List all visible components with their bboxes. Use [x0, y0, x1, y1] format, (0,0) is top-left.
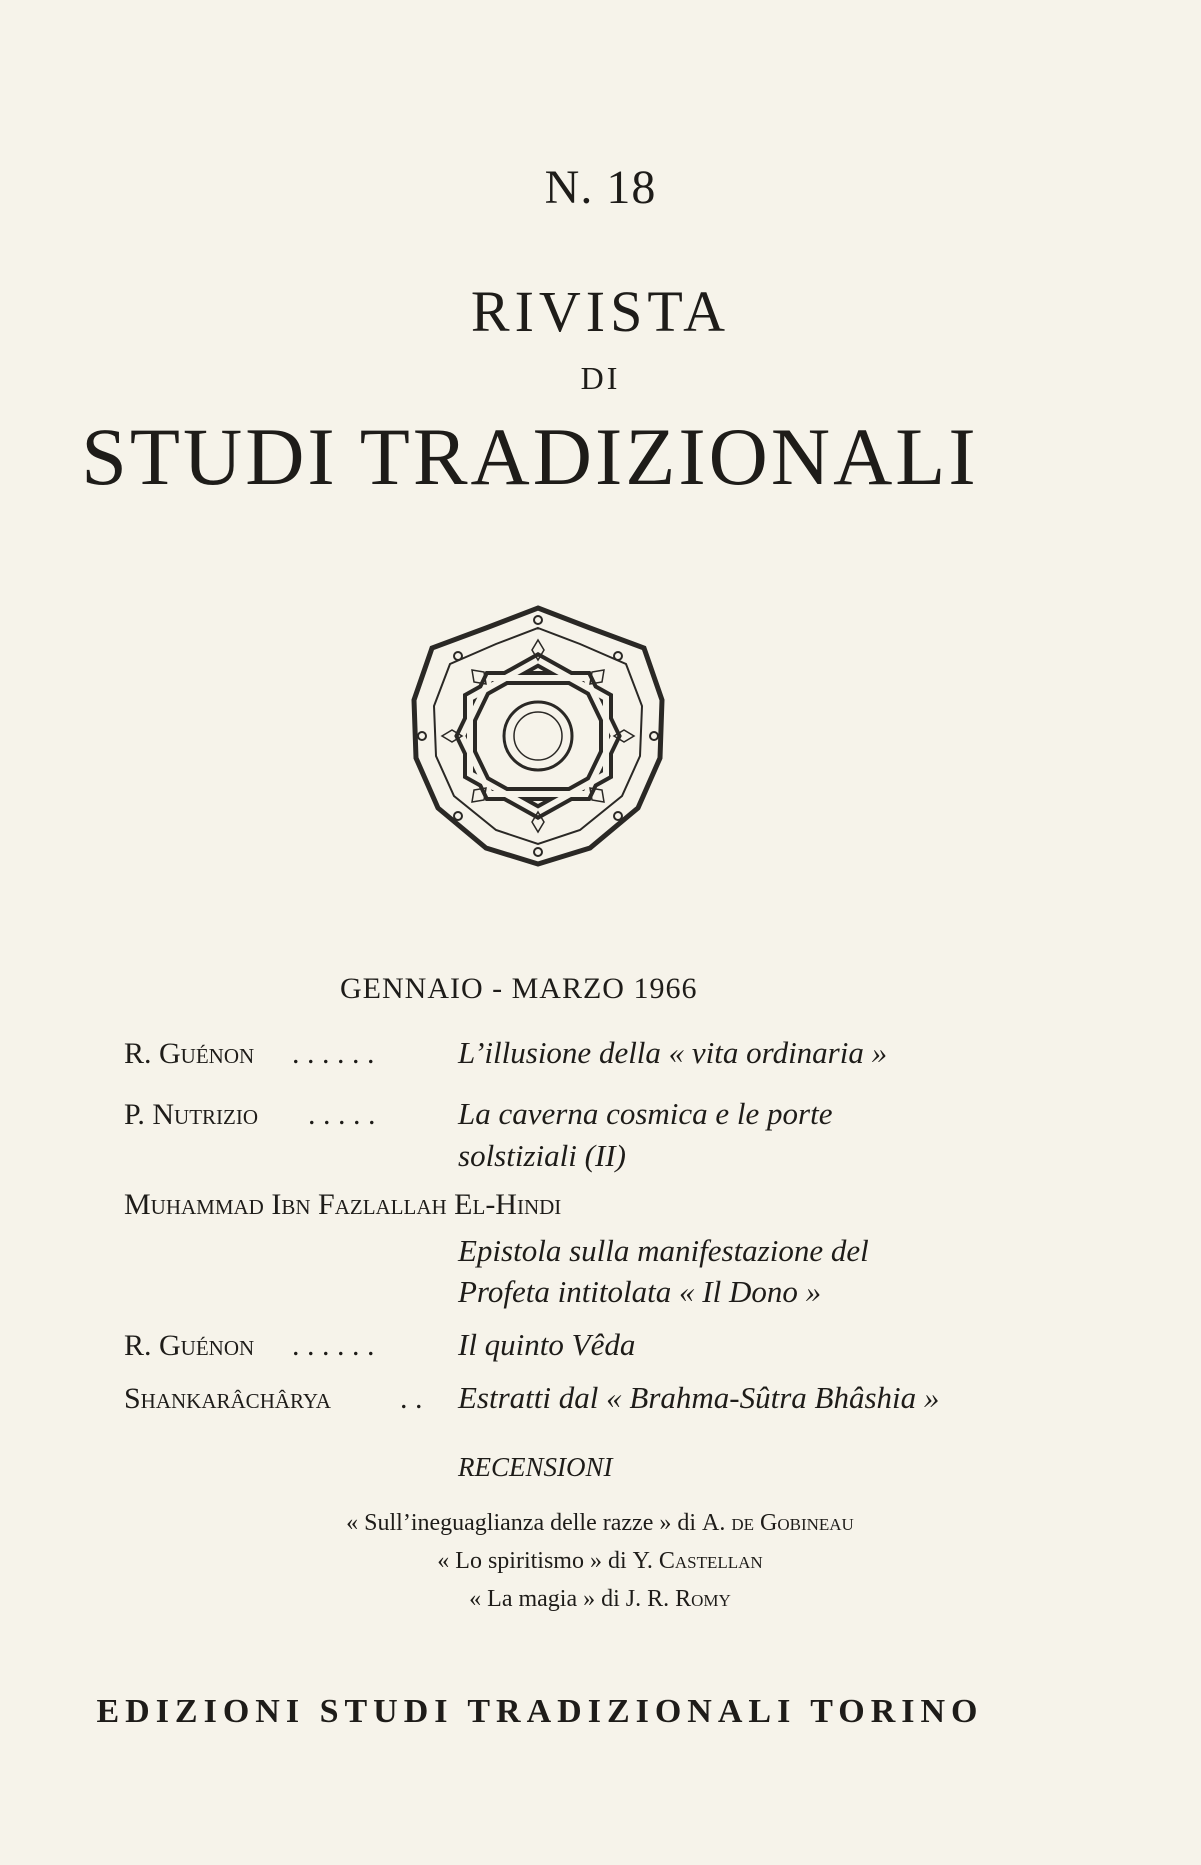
masthead-title: STUDI TRADIZIONALI — [81, 411, 979, 502]
toc-title-4: Il quinto Vêda — [458, 1327, 636, 1362]
toc-author-4: R. Guénon — [124, 1329, 255, 1362]
issue-number: N. 18 — [544, 161, 657, 214]
toc-author-2: P. Nutrizio — [124, 1098, 259, 1131]
review-item-2 — [240, 1548, 960, 1575]
toc-title-2-line1: La caverna cosmica e le porte — [458, 1096, 833, 1131]
toc-leader-4: . . . . . . — [292, 1329, 375, 1362]
toc-title-1: L’illusione della « vita ordinaria » — [458, 1035, 888, 1070]
publisher-imprint: EDIZIONI STUDI TRADIZIONALI TORINO — [96, 1693, 984, 1730]
issue-date: GENNAIO - MARZO 1966 — [340, 972, 698, 1005]
review-author-2: Y. Castellan — [632, 1548, 763, 1574]
review-author-1: A. de Gobineau — [702, 1510, 854, 1536]
review-author-3: J. R. Romy — [625, 1586, 731, 1612]
toc-author-1: R. Guénon — [124, 1037, 255, 1070]
toc-leader-2: . . . . . — [308, 1098, 376, 1131]
toc-title-2-line2: solstiziali (II) — [458, 1138, 626, 1173]
review-item-1 — [240, 1510, 960, 1537]
toc-title-3-line2: Profeta intitolata « Il Dono » — [458, 1274, 822, 1309]
reviews-heading: RECENSIONI — [458, 1452, 613, 1482]
masthead-rivista: RIVISTA — [470, 279, 731, 344]
interlaced-octagram-knot-icon — [400, 598, 676, 874]
masthead-di: DI — [580, 360, 621, 396]
toc-author-3: Muhammad Ibn Fazlallah El-Hindi — [124, 1188, 562, 1221]
toc-leader-5: . . — [400, 1382, 423, 1415]
review-title-1: « Sull’ineguaglianza delle razze » di — [346, 1510, 697, 1536]
toc-author-5: Shankarâchârya — [124, 1382, 331, 1415]
toc-title-5: Estratti dal « Brahma-Sûtra Bhâshia » — [458, 1380, 940, 1415]
toc-leader-1: . . . . . . — [292, 1037, 375, 1070]
review-title-3: « La magia » di — [469, 1586, 620, 1612]
review-title-2: « Lo spiritismo » di — [437, 1548, 627, 1574]
toc-title-3-line1: Epistola sulla manifestazione del — [458, 1233, 869, 1268]
review-item-3 — [240, 1586, 960, 1613]
